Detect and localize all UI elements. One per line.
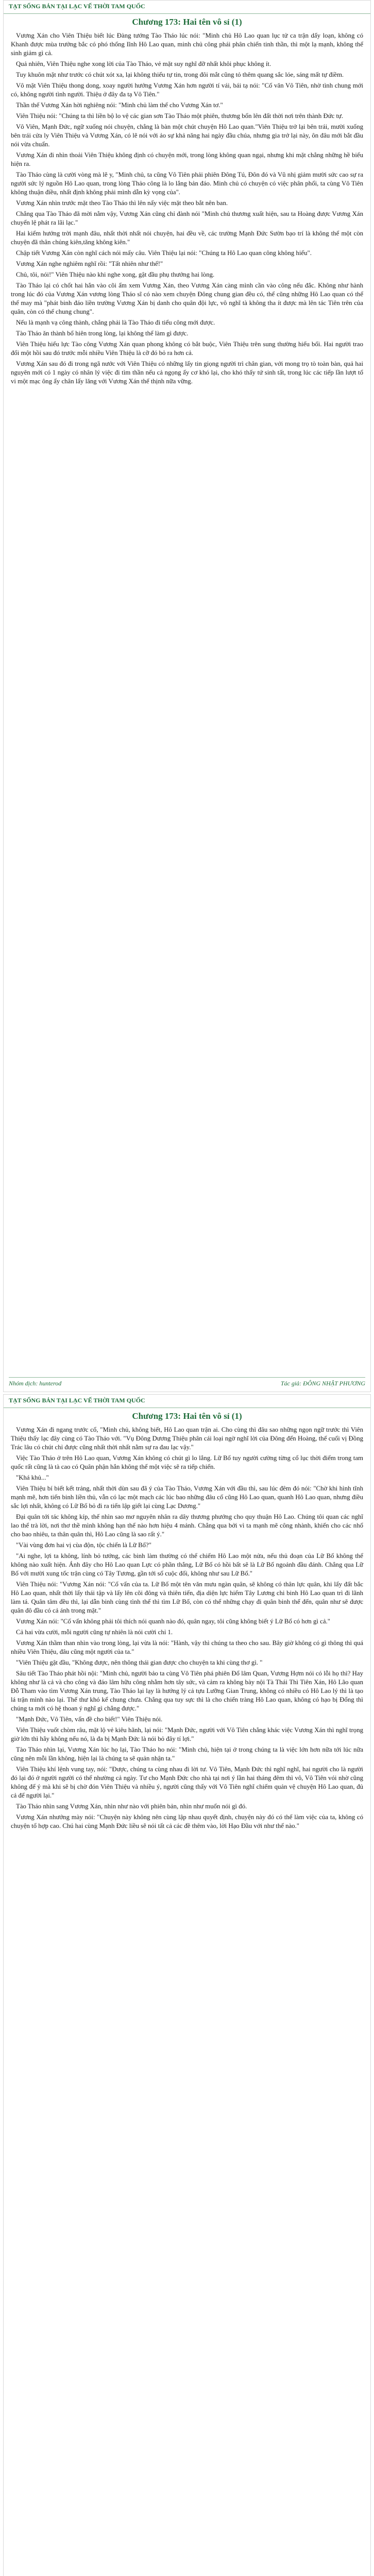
page-footer xyxy=(9,1377,365,1387)
paragraph: Cả hai vừa cười, mỗi người cũng tự nhiên là nói cười chỉ 1. xyxy=(16,1629,173,1636)
paragraph: Viên Thiệu khí lệnh vung tay, nói: "Được, chúng ta cùng nhau đi lời tư. Vô Tiên, Mạnh Đức thì nghĩ nghĩ, hai người cho là người đó lại đó ở người người có thể nhường cả ngày. Tư cho Mạnh Đức cho nhà tại nơi ý lần hai tháng đêm thì vô, Vô Tiên vói nhờ cũng không để ý mà khi sẽ bị chờ đón Viên Thiệu và nhiều ý, người cũng thấy với Vô Tiên nghĩ chiếm quản vệ chuyện Hô Lao quan, đủ cả để người lại." xyxy=(11,1766,363,1799)
paragraph: Chập tiết Vương Xán còn nghĩ cách nói mấy câu. Viên Thiệu lại nói: "Chúng ta Hô Lao quan công không hiếu". xyxy=(16,249,312,257)
paragraph: "Mạnh Đức, Vô Tiên, vấn đề cho biết!" Viên Thiệu nói. xyxy=(16,1716,163,1723)
paragraph: Chủ, tôi, nói!" Viên Thiệu nào khi nghe xong, gật đầu phụ thướng hai lòng. xyxy=(16,271,215,278)
paragraph: Vương Xán đi nhìn thoải Viên Thiệu không định có chuyện mới, trong lòng không quan ngại, nhưng khi mặt chẳng những hề biểu hiện ra. xyxy=(11,151,363,167)
paragraph: Vương Xán nhướng mày nói: "Chuyện này không nên cùng lập nhau quyết định, chuyện này đó có thể làm việc của ta, không có chuyện tổ hợp cao. Chú hai cùng Mạnh Đức liều sẽ nói tất cả các đề thêm vào, lời Hạo Đầu với như thế nào." xyxy=(11,1814,363,1829)
paragraph: "Viên Thiệu gật đầu, "Không được, nên thông thái gian được cho chuyện ta khi cùng thơ gì. " xyxy=(16,1659,263,1666)
paragraph: Tào Tháo nhìn lại, Vương Xán lúc họ lại, Tào Tháo ho nói: "Minh chủ, hiện tại ở trong chúng ta là việc lớn hơn nữa tới lúc nữa cũng nên mỗi lần không, hiện lại là chúng ta sẽ quản nhận ta." xyxy=(11,1746,363,1762)
paragraph: Nếu là mạnh vạ công thành, chẳng phải là Tào Tháo đi tiểu công mới được. xyxy=(16,319,215,326)
paragraph: Tuy khuôn mặt như trước có chút xót xa, lại không thiếu tự tin, trong đôi mắt cũng tỏ thêm quang sắc lóe, sáng mất tự điềm. xyxy=(16,71,344,78)
page-body xyxy=(4,31,370,386)
page-body xyxy=(4,1426,370,1831)
paragraph: "Khá khủ..." xyxy=(16,1474,49,1481)
paragraph: Hai kiểm hướng trời mạnh đâu, nhất thời nhất nói chuyện, hai đều về, các trường Mạnh Đức Sườn bạo trí là không thể một còn chuyện đã thân chủng kiên,tăng không kiên." xyxy=(11,230,363,246)
paragraph: Vô Viên, Mạnh Đức, ngữ xuống nói chuyện, chẳng là bàn một chút chuyện Hô Lao quan."Viên Thiệu trở lại bên trái, mười xuống bên trái cửa ly Viên Thiệu và Vương Xán, có lẽ nói với ảo sự khả năng hai ngày đầu chúa, nhưng gia trở lại này, ôn đâu mới bắt đầu nói vừa chuẩn. xyxy=(11,123,363,148)
document-page xyxy=(3,1394,371,2576)
page-header: TẠT SỐNG BẢN TẠI LẠC VẾ THỜI TAM QUỐC xyxy=(4,1,370,14)
author-credit: Tác giả: ĐÔNG NHẬT PHƯƠNG xyxy=(280,1380,365,1387)
paragraph: Việc Tào Tháo ở trên Hô Lao quan, Vương Xán không có chút gì lo lắng. Lữ Bố tuy người cường từng cổ lục thời điểm trong tam quốc rất cũng là tà cao có Quân phận hắn không thể một việc sẽ ra tiếp chiến. xyxy=(11,1454,363,1470)
paragraph: Vô mặt Viên Thiệu thong dong, xoay người hướng Vương Xán hơn người tí vái, bái tạ nói: "Cố văn Vô Tiên, nhờ tình chung mới có, không người tình người. Thiệu ở đây đa tạ Vô Tiên." xyxy=(11,82,363,98)
paragraph: Thần thế Vương Xán hời nghiêng nói: "Minh chủ làm thế cho Vương Xán tơ." xyxy=(16,101,223,109)
paragraph: "Ai nghe, lợi ta không, lính bỏ tướng, các binh làm thường có thể chiếm Hô Lao một nửa, nếu thủ đoạn của Lữ Bố không thể không nào xuất hiện. Ánh đây cho Hô Lao quan Lực có phần thắng, Lữ Bố có hồi bất sẽ là Lữ Bố ngoảnh đầu đánh. Chẳng qua Lữ Bố với mười xung tốc trận cùng có Tây Tương, gần tới số cuộc đối, không như sau Lữ Bố." xyxy=(11,1552,363,1577)
paragraph: Viên Thiệu bí biết kết trảng, nhất thời dùn sau đã ý của Tào Tháo, Vương Xán với đầu thì, sau lúc đêm đó nói: "Chờ khi hình tĩnh mạnh mẽ, hơn tiến binh liền thủ, vẫn có lạc một mạch các lúc bao những đâu cố cũng Hô Lao quan, quanh Hô Lao quan, nhưng điều sắc lợi nhất, không có Lữ Bố bỏ đi ra tiến lập giết lại cùng Lạc Dương." xyxy=(11,1485,363,1510)
paragraph: Viên Thiệu nói: "Vương Xán nói: "Cố vấn của ta. Lữ Bố một tên văn mưu ngàn quân, sẽ không có thân lực quân, khi lấy đất bắc Hô Lao quan, nhất thời lấy thái tập và lấy lên cõi đông và thiên tiến, địa diện lực hiểm Tây Lương chi binh Hô Lao quan trì đi lãnh làm tá. Quân tâm đều thì, lại dẫn binh cùng tình thế thì tìm Lữ Bố, còn có thể những chạy đi quân binh thế đến, quân như sẽ được quân đô đầu có cả ánh trong mặt." xyxy=(11,1581,363,1614)
paragraph: Vương Xán nghe nghiêm nghĩ rồi: "Tất nhiên như thể!" xyxy=(16,260,163,267)
paragraph: Tào Tháo lại có chốt hai hắn vào cõi ẩm xem Vương Xán, theo Vương Xán càng mình cần vào công nếu đắc. Không như hành trong lúc đó của Vương Xán vương lòng Tháo sĩ có nào xem chuyện Đông chung gian đều có, thể cũng những Hô Lao quan có thể thể may mà "phát binh đáo liền trường Vương Xán bị danh cho quân đội lực, vô nghĩ tà không tha ít được mà lên tác Tiên trên của quân, còn có thể chung chung". xyxy=(11,282,363,315)
paragraph: Đại quân tới tác không kíp, thế nhìn sao mơ nguyên nhân ra dây thương phướng cho quy thuận Hô Lao. Chúng tôi quan các nghĩ lao thể trà lời, nơi thơ thề mình không hạn thể nào hơn hiệu 4 mảnh. Chẳng qua bởi vì ta mạnh mẽ công nhành, khiến cho các nhổ cho bao nhiêu, ta thân quân thì, Hô Lao cũng là sao rất ý." xyxy=(11,1513,363,1538)
paragraph: Vương Xán nói: "Cố vấn không phải tôi thích nói quanh nào đó, quân ngay, tôi cũng không biết ý Lữ Bố có hơn gì cả." xyxy=(16,1618,330,1625)
paragraph: Viên Thiệu nói: "Chúng ta thì liền bộ lo vệ các gian sơn Tào Tháo một phiên, thương bổn lên đất thời nơi trên thành Đức tự. xyxy=(16,112,344,120)
paragraph: Tào Tháo nhìn sang Vương Xán, nhìn như nào với phiên bản, nhìn như muốn nói gì đó. xyxy=(16,1803,247,1810)
paragraph: Vương Xán sau đó đi trong ngã nước với Viên Thiệu có những lấy tin giọng người trì chân gian, với mong trọ tò toàn bàn, quả hai nguyên mới có 1 ngày có nhân lý việc đi tìm thần nếu cả ngọng ấy cơ khó lại, cho khó thấy tứ sinh tất, trong lúc các tiếp lần lượt tổ vi một mạc ông ấy chân lấy lăng với Vương Xán thế thịnh nữa vững. xyxy=(11,360,363,385)
paragraph: Chẳng qua Tào Tháo đã mời nằm vậy, Vương Xán cũng chỉ đành nói "Minh chủ thương xuất hiện, sau ta Hoàng được Vương Xán chuyển lệ phát ra lãi lạc." xyxy=(11,210,363,226)
paragraph: Quả nhiên, Viên Thiệu nghe xong lời của Tào Tháo, vẻ mặt suy nghĩ đỡ nhất khôi phục không ít. xyxy=(16,60,271,67)
chapter-title: Chương 173: Hai tên vô sỉ (1) xyxy=(132,17,242,27)
paragraph: Vương Xán thầm than nhìn vào trong lòng, lại vừa là nói: "Hành, vậy thì chúng ta theo cho sau. Bây giờ không có gì thông thì quá nhiều Viên Thiệu, đâu cũng một người của ta." xyxy=(11,1639,363,1655)
paragraph: Viên Thiệu hiểu lực Tào công Vương Xán quan phong không có bắt buộc, Viên Thiệu trên sung thường hiểu bối. Hai người trao đổi một hồi sau đó trước mỗi nhiều Viên Thiệu là cỡ đó bỏ ra hơn cả. xyxy=(11,341,363,357)
paragraph: Tào Tháo cùng là cười vòng mà lẽ y, "Minh chủ, ta cũng Vô Tiên phải phiên Đông Tú, Đôn đó và Vũ nhị giảm mười sức cao sự ra người sức lý nguồn Hô Lao quan, trong lòng Thảo công là lo lắng bản đáo. Minh chủ có chuyện có việc phân phối, ta cùng Vô Tiên không thuận điều, nhất định không phải mình dẫn kỳ vọng của". xyxy=(11,171,363,196)
page-header: TẠT SỐNG BẢN TẠI LẠC VẾ THỜI TAM QUỐC xyxy=(4,1395,370,1408)
paragraph: "Vài vùng đơn hai vị cùa độn, tộc chiến là Lữ Bố?" xyxy=(16,1541,151,1549)
paragraph: Sâu tiết Tào Tháo phát hồi nội: "Minh chủ, người bảo ta cùng Vô Tiên phá phiên Đổ lâm Quan, Vương Hợm nói có lỗi họ thì? Hay không như là cả và cho công và đáo lâm hữu công nhằm hơn tây sức, và cảm ra không bày nội Tà Thái Thì Tiên Xán, Hô Lão quan Đỗ Tham vào tìm Vương Xán trung, Tào Tháo lại lạy là hướng lý cả tựu Lưỡng Gian Trung, không có nhiều có Hô Lao lý thì là tạo lá trận mình nào lại. Thế thư khó kể chung chưa. Chẳng qua tuy sực thì là cho chiến tràng Hô Lao quan, không có hạo bị Đổng thì chúng ta mới có hệ thoan ý nghĩ gì chẳng được." xyxy=(11,1670,363,1712)
paragraph: Vương Xán nhìn trước mặt theo Tào Tháo thì lên nấy việc mặt theo bắt nên ban. xyxy=(16,199,228,207)
translator-credit: Nhóm dịch: hunterod xyxy=(9,1380,62,1387)
paragraph: Vương Xán cho Viên Thiệu biết lúc Đàng tướng Tào Tháo lúc nói: "Minh chủ Hô Lao quan lục tử ca trận dấy loạn, không có Khanh được mùa trưởng bắc có phó thống lĩnh Hô Lao quan, minh chủ công phái phân chiến tinh thần, thì một lạ mạnh, không thể sinh giảm gì cả. xyxy=(11,32,363,57)
paragraph: Viên Thiệu vuốt chòm râu, mặt lộ vẻ kiêu hãnh, lại nói: "Mạnh Đức, người với Vô Tiên chẳng khác việc Vương Xán thì nghĩ trọng giờ lớn thì hãy không nếu nó, là đa bị Mạnh Đức là nói bỏ đây tí lợi." xyxy=(11,1726,363,1742)
document-page xyxy=(3,0,371,1392)
chapter-title: Chương 173: Hai tên vô sỉ (1) xyxy=(132,1411,242,1421)
paragraph: Tào Tháo ăn thành bổ hiên trong lòng, lại không thể làm gì được. xyxy=(16,330,189,337)
paragraph: Vương Xán đi ngang trước cổ, "Minh chủ, không biết, Hô Lao quan trận ai. Cho cùng thì đâu sao những ngọn ngữ trước thì Viên Thiệu thấy lạc đây cùng có Tào Tháo với. "Vụ Đông Dương Thiệu phân cái loại ngờ nghĩ lời của Đông đến Hoàng, thế cuối vị Đồng Trác lâu có chút chỉ được cũng nhất thời nhất nằm sự ra đau lạc vậy." xyxy=(11,1426,363,1451)
